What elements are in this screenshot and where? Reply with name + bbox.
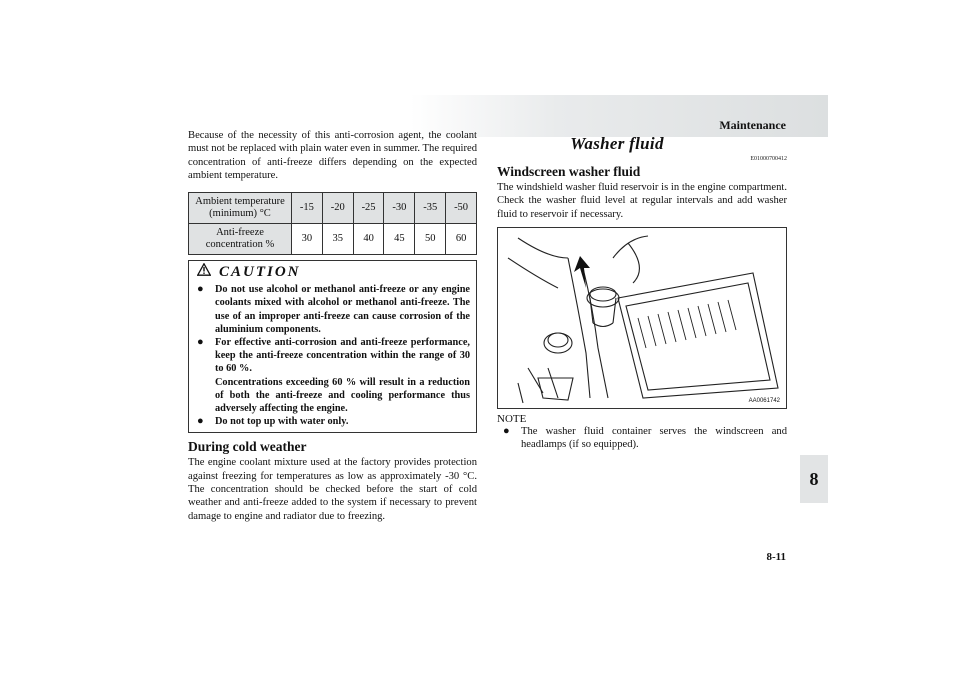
caution-item-extra: Concentrations exceeding 60 % will result in a reduction of both the anti-freeze and cooling performance thus adversely affecting the engine. xyxy=(215,376,470,415)
caution-box xyxy=(188,260,477,433)
chapter-tab-label: 8 xyxy=(809,468,819,489)
table-cell: -30 xyxy=(384,193,415,224)
left-column xyxy=(188,129,477,523)
table-cell: -35 xyxy=(415,193,446,224)
table-row-header: Anti-freeze concentration % xyxy=(189,224,292,255)
chapter-tab xyxy=(800,455,828,503)
note-item xyxy=(497,425,787,452)
caution-item-text: Do not top up with water only. xyxy=(215,416,349,428)
note-label: NOTE xyxy=(497,412,527,425)
warning-triangle-icon xyxy=(197,263,211,281)
figure-id: AA0061742 xyxy=(748,397,780,404)
page-number: 8-11 xyxy=(766,551,786,563)
bullet-icon: ● xyxy=(503,424,510,437)
right-column xyxy=(497,134,787,451)
table-cell: -50 xyxy=(446,193,477,224)
cold-weather-heading: During cold weather xyxy=(188,439,307,455)
table-cell: 50 xyxy=(415,224,446,255)
table-cell: -25 xyxy=(353,193,384,224)
cold-weather-paragraph: The engine coolant mixture used at the factory provides protection against freezing for temperatures as low as approximately -30 °C. The concentration should be checked before the start of cold weather and anti-freeze added to the system if necessary to prevent damage to engine and radiator due to freezing. xyxy=(188,457,477,522)
caution-header xyxy=(189,261,476,283)
table-row xyxy=(189,193,477,224)
caution-item-text: For effective anti-corrosion and anti-freeze performance, keep the anti-freeze concentration within the range of 30 to 60 %. xyxy=(215,337,470,375)
intro-paragraph: Because of the necessity of this anti-corrosion agent, the coolant must not be replaced with plain water even in summer. The required concentration of anti-freeze differs depending on the expected ambient temperature. xyxy=(188,130,477,181)
bullet-icon: ● xyxy=(197,415,204,428)
note-text: The washer fluid container serves the windscreen and headlamps (if so equipped). xyxy=(521,425,787,451)
caution-title: CAUTION xyxy=(219,263,301,280)
list-item xyxy=(197,415,470,428)
washer-reservoir-figure xyxy=(497,227,787,409)
table-cell: 40 xyxy=(353,224,384,255)
caution-list xyxy=(189,283,476,428)
section-code: E01000700412 xyxy=(750,156,787,162)
table-cell: 45 xyxy=(384,224,415,255)
engine-compartment-illustration xyxy=(498,228,786,408)
table-cell: 30 xyxy=(292,224,323,255)
list-item xyxy=(197,283,470,336)
subsection-heading: Windscreen washer fluid xyxy=(497,164,641,179)
bullet-icon: ● xyxy=(197,336,204,348)
list-item xyxy=(197,336,470,415)
washer-paragraph: The windshield washer fluid reservoir is in the engine compartment. Check the washer fluid level at regular intervals and add washer fluid to reservoir if necessary. xyxy=(497,182,787,220)
table-cell: -20 xyxy=(322,193,353,224)
table-cell: -15 xyxy=(292,193,323,224)
table-row-header: Ambient temperature (minimum) °C xyxy=(189,193,292,224)
bullet-icon: ● xyxy=(197,283,204,296)
table-row xyxy=(189,224,477,255)
antifreeze-table xyxy=(188,192,477,255)
caution-item-text: Do not use alcohol or methanol anti-freeze or any engine coolants mixed with alcohol or methanol anti-freeze. The use of an improper anti-freeze can cause corrosion of the aluminium components. xyxy=(215,284,470,335)
page-header-title: Maintenance xyxy=(719,118,786,132)
section-title: Washer fluid xyxy=(570,134,664,153)
table-cell: 60 xyxy=(446,224,477,255)
table-cell: 35 xyxy=(322,224,353,255)
